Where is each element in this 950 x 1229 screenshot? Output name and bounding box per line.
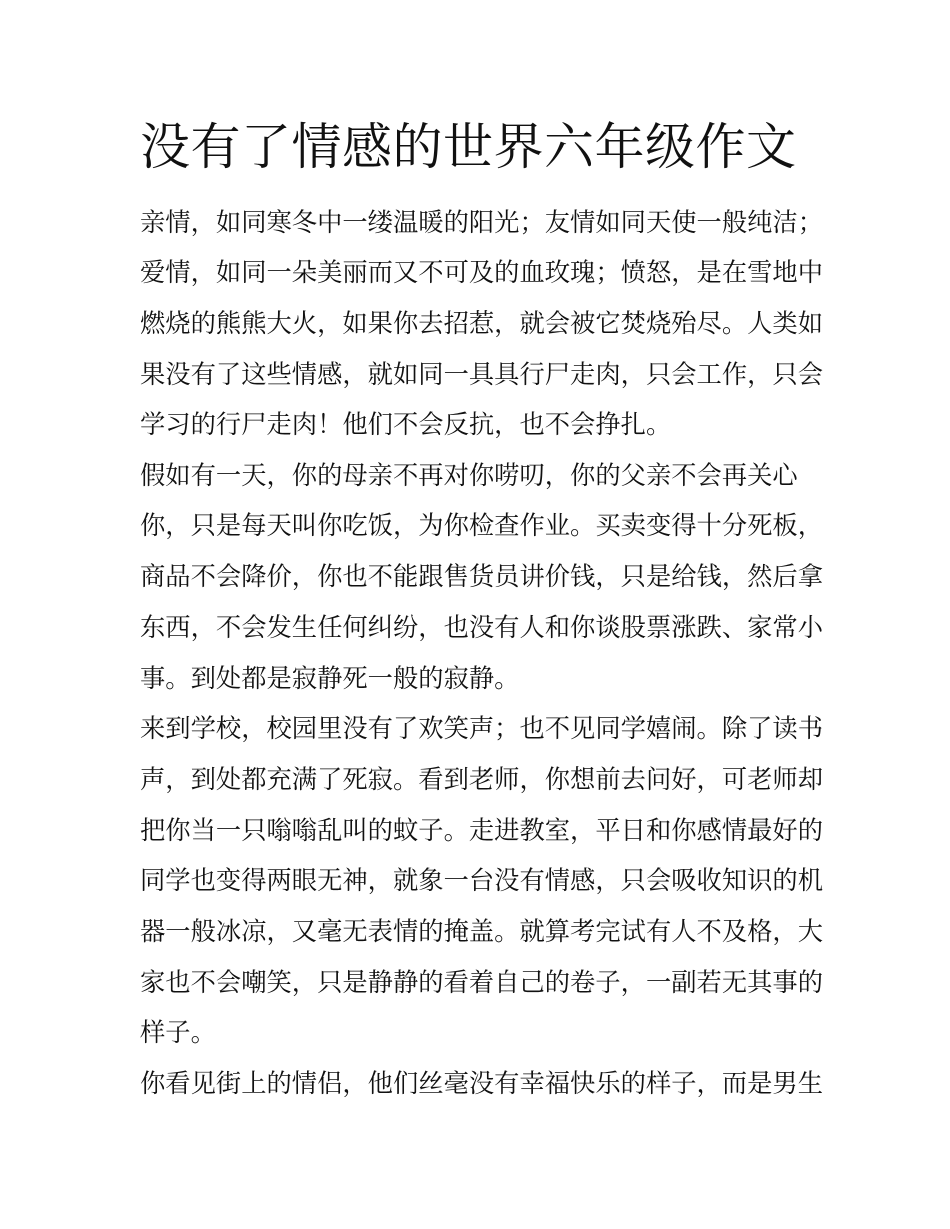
- text-line: 爱情，如同一朵美丽而又不可及的血玫瑰；愤怒，是在雪地中: [140, 258, 824, 287]
- text-line: 同学也变得两眼无神，就象一台没有情感，只会吸收知识的机: [140, 866, 824, 895]
- text-line: 你，只是每天叫你吃饭，为你检查作业。买卖变得十分死板，: [140, 511, 824, 540]
- text-line: 样子。: [140, 1018, 216, 1047]
- text-line: 器一般冰凉，又毫无表情的掩盖。就算考完试有人不及格，大: [140, 917, 824, 946]
- text-line: 果没有了这些情感，就如同一具具行尸走肉，只会工作，只会: [140, 360, 824, 389]
- text-line: 家也不会嘲笑，只是静静的看着自己的卷子，一副若无其事的: [140, 968, 824, 997]
- text-line: 声，到处都充满了死寂。看到老师，你想前去问好，可老师却: [140, 765, 824, 794]
- text-line: 来到学校，校园里没有了欢笑声；也不见同学嬉闹。除了读书: [140, 714, 824, 743]
- text-line: 商品不会降价，你也不能跟售货员讲价钱，只是给钱，然后拿: [140, 562, 824, 591]
- text-line: 假如有一天，你的母亲不再对你唠叨，你的父亲不会再关心: [140, 461, 798, 490]
- text-line: 事。到处都是寂静死一般的寂静。: [140, 664, 520, 693]
- text-line: 把你当一只嗡嗡乱叫的蚊子。走进教室，平日和你感情最好的: [140, 816, 824, 845]
- text-line: 东西，不会发生任何纠纷，也没有人和你谈股票涨跌、家常小: [140, 613, 824, 642]
- document-title: 没有了情感的世界六年级作文: [140, 118, 797, 176]
- text-line: 亲情，如同寒冬中一缕温暖的阳光；友情如同天使一般纯洁；: [140, 208, 824, 237]
- text-line: 你看见街上的情侣，他们丝毫没有幸福快乐的样子，而是男生: [140, 1069, 824, 1098]
- text-line: 燃烧的熊熊大火，如果你去招惹，就会被它焚烧殆尽。人类如: [140, 309, 824, 338]
- text-line: 学习的行尸走肉！他们不会反抗，也不会挣扎。: [140, 410, 672, 439]
